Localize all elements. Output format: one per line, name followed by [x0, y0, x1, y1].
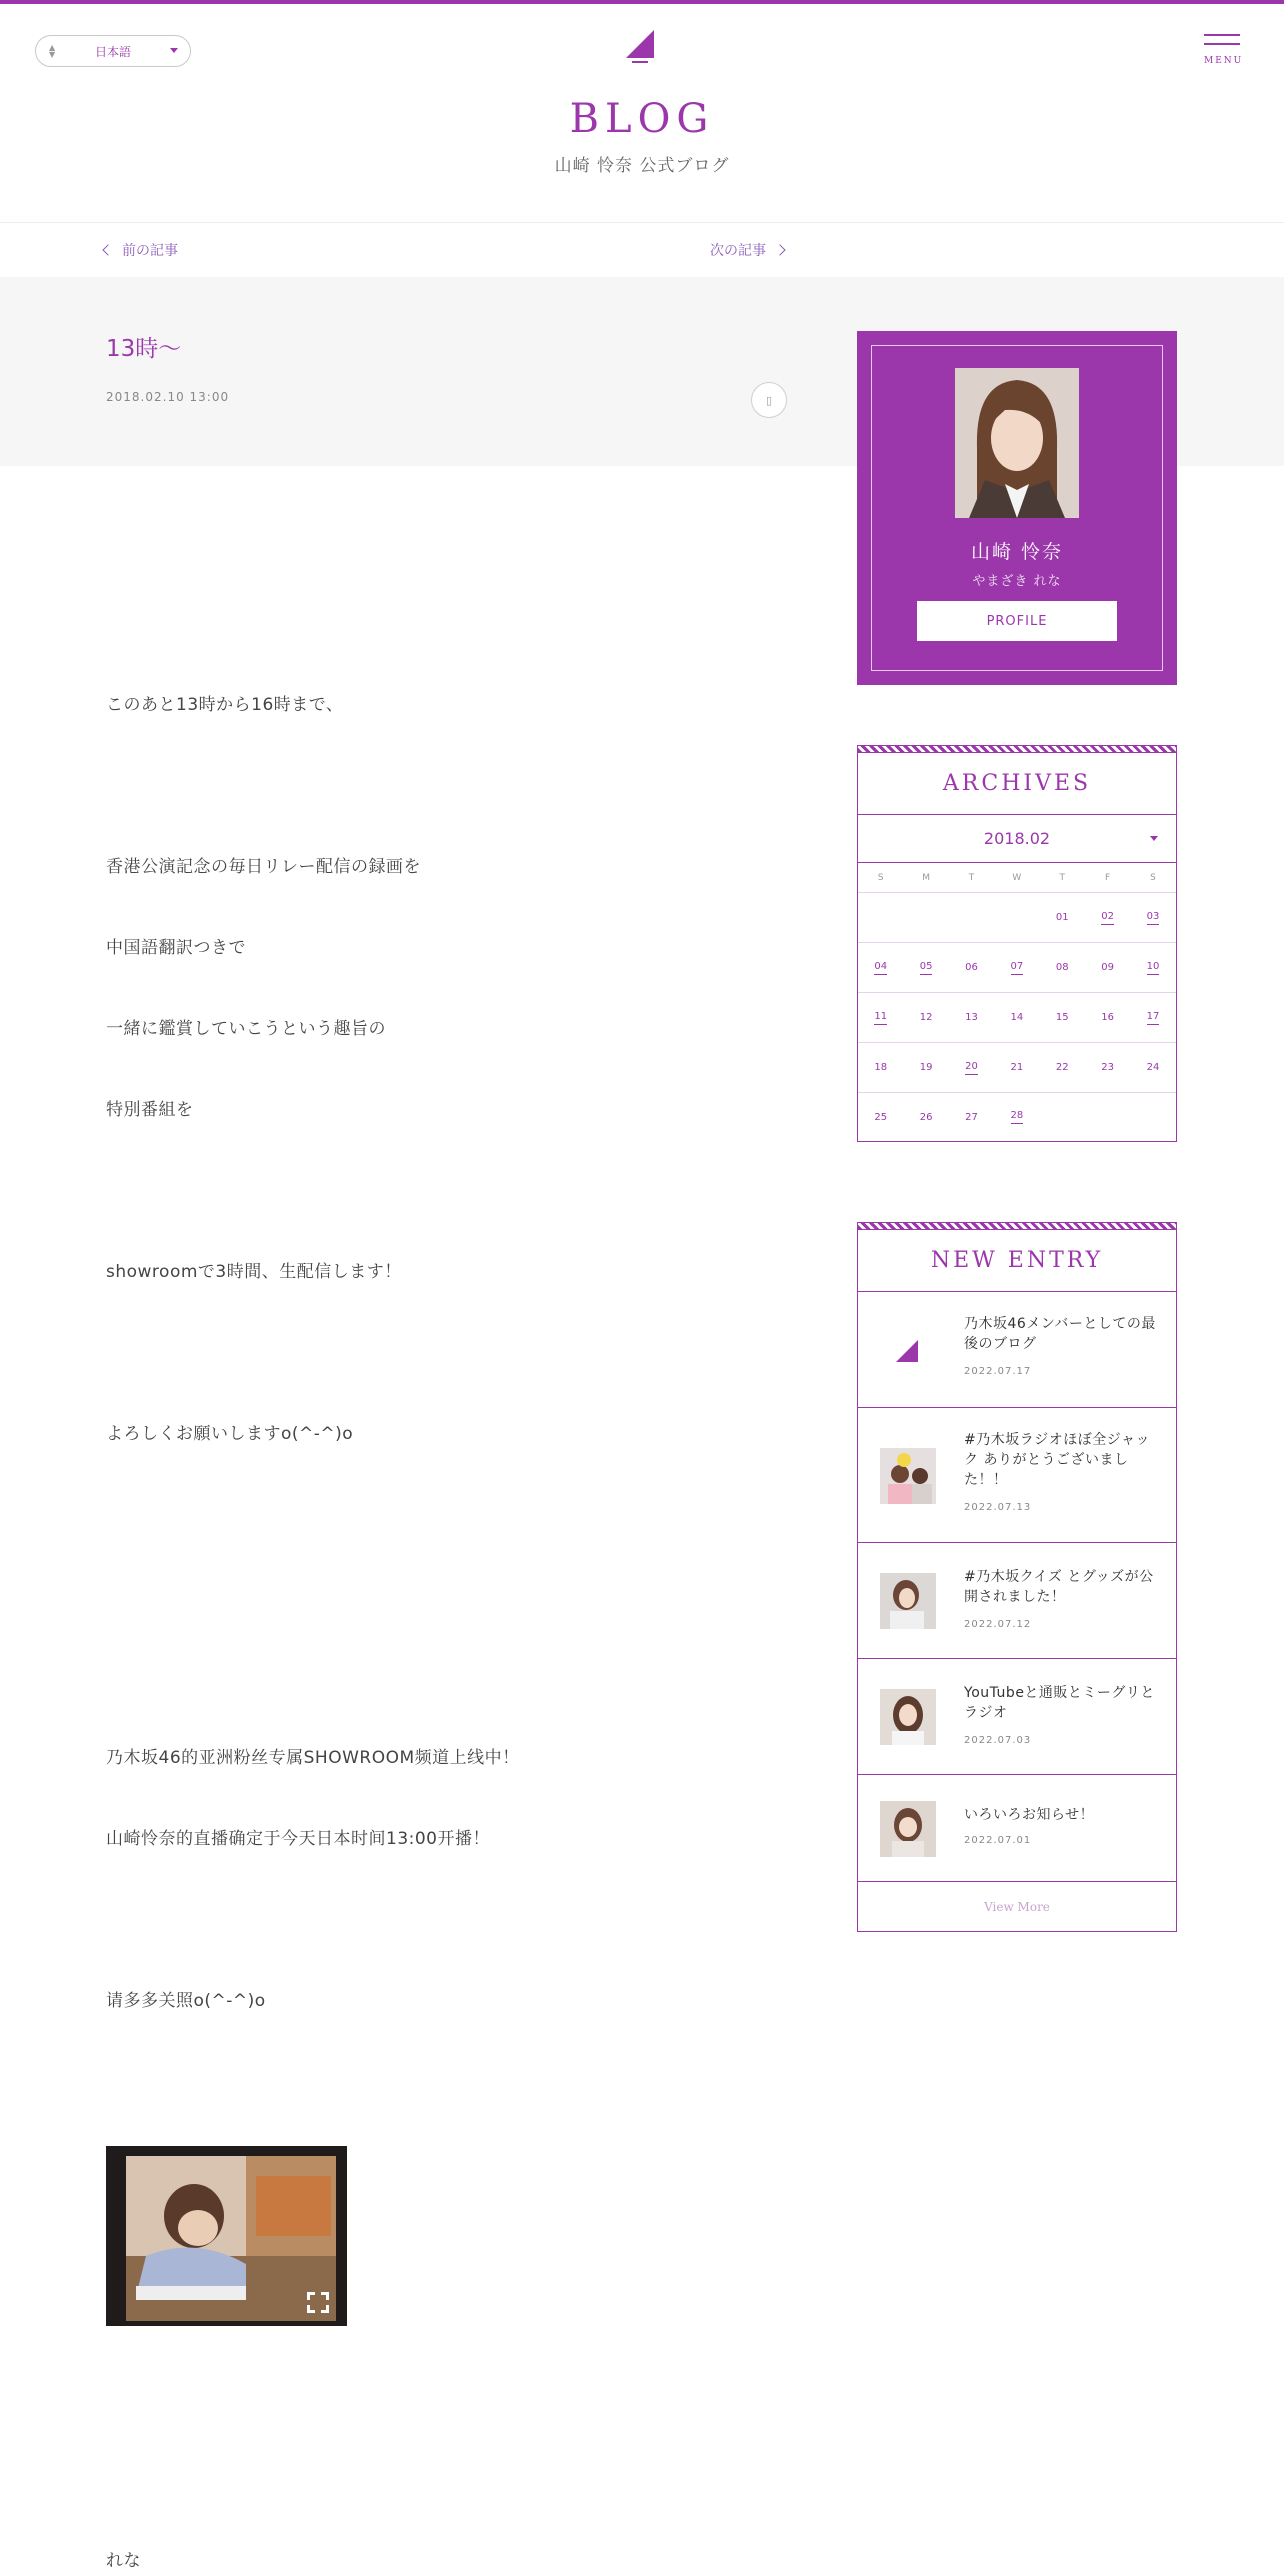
- page-title: BLOG: [569, 96, 715, 142]
- calendar-day-link[interactable]: 11: [858, 993, 903, 1042]
- calendar-day-link[interactable]: 28: [994, 1093, 1039, 1141]
- calendar-day: 13: [965, 1012, 978, 1023]
- calendar-day: 26: [919, 1111, 933, 1123]
- hamburger-line: [1204, 34, 1240, 36]
- calendar-day: 01: [1055, 912, 1069, 923]
- nogizaka-logo-icon: [880, 1322, 936, 1378]
- entry-date: 2022.07.01: [964, 1835, 1032, 1846]
- next-post-link[interactable]: [710, 240, 784, 260]
- nogizaka-logo-icon[interactable]: [622, 28, 658, 68]
- calendar-week: [858, 993, 1176, 1043]
- zigzag-border: [858, 1223, 1176, 1230]
- calendar-day-link[interactable]: 03: [1130, 893, 1175, 942]
- zigzag-border: [858, 746, 1176, 753]
- profile-card: [857, 331, 1177, 685]
- calendar-day: [994, 893, 1039, 942]
- calendar-day: [858, 893, 903, 942]
- calendar-day: [1040, 1093, 1085, 1141]
- entry-date: 2022.07.17: [964, 1366, 1032, 1377]
- calendar-day: 24: [1146, 1062, 1160, 1073]
- calendar-day: 27: [965, 1111, 978, 1123]
- weekday-label: S: [1150, 872, 1156, 883]
- entry-item[interactable]: [858, 1775, 1176, 1882]
- calendar-day: [903, 893, 948, 942]
- post-paragraph: 请多多关照o(^-^)o: [106, 1991, 266, 2011]
- calendar-day: 06: [965, 962, 978, 973]
- calendar-day-link[interactable]: 05: [903, 943, 948, 992]
- calendar-day-link[interactable]: 17: [1130, 993, 1175, 1042]
- post-paragraph: 香港公演記念の毎日リレー配信の録画を: [106, 857, 421, 877]
- sort-arrows-icon: ▲ ▼: [49, 43, 56, 59]
- entry-item[interactable]: [858, 1659, 1176, 1775]
- calendar-day: 19: [919, 1062, 933, 1073]
- share-icon: ▯: [765, 393, 773, 407]
- post-paragraph: よろしくお願いしますo(^-^)o: [106, 1424, 354, 1444]
- weekday-label: M: [922, 872, 930, 883]
- language-selector[interactable]: [35, 35, 191, 67]
- archives-heading: ARCHIVES: [858, 753, 1176, 815]
- prev-post-label: 前の記事: [122, 243, 178, 259]
- chevron-down-icon: [170, 48, 178, 53]
- post-paragraph: 乃木坂46的亚洲粉丝专属SHOWROOM频道上线中！: [106, 1748, 520, 1768]
- profile-name: 山崎 怜奈: [970, 541, 1064, 563]
- entry-thumbnail: [880, 1801, 936, 1857]
- entry-title: #乃木坂ラジオほぼ全ジャック ありがとうございました！！: [964, 1432, 1150, 1488]
- calendar-week: [858, 943, 1176, 993]
- calendar-day-link[interactable]: 07: [994, 943, 1039, 992]
- post-paragraph: 中国語翻訳つきで: [106, 938, 246, 958]
- weekday-label: T: [968, 872, 975, 883]
- post-paragraph: 一緒に鑑賞していこうという趣旨の: [106, 1019, 386, 1039]
- calendar-weekdays: [858, 863, 1176, 893]
- blog-photo[interactable]: [106, 2146, 347, 2326]
- archive-month-select[interactable]: [858, 815, 1176, 863]
- calendar-day: [949, 893, 994, 942]
- calendar-day: [1130, 1093, 1175, 1141]
- profile-button[interactable]: PROFILE: [917, 601, 1117, 641]
- blog-photo-image: [106, 2146, 347, 2326]
- prev-post-link[interactable]: [104, 240, 178, 260]
- entry-title: YouTubeと通販とミーグリとラジオ: [964, 1685, 1155, 1721]
- calendar-day: 18: [874, 1062, 888, 1073]
- calendar-day: 22: [1055, 1062, 1069, 1073]
- weekday-label: T: [1059, 872, 1065, 883]
- language-label: 日本語: [94, 44, 131, 59]
- entry-thumbnail: [880, 1573, 936, 1629]
- entry-item[interactable]: [858, 1408, 1176, 1543]
- entry-thumbnail: [880, 1448, 936, 1504]
- chevron-right-icon: [774, 244, 785, 255]
- calendar-day: 21: [1010, 1062, 1024, 1073]
- calendar-day: 15: [1055, 1012, 1069, 1023]
- post-paragraph: 山崎怜奈的直播确定于今天日本时间13:00开播！: [106, 1829, 490, 1849]
- entry-title: #乃木坂クイズ とグッズが公開されました！: [964, 1569, 1154, 1605]
- calendar-day: 16: [1101, 1012, 1115, 1023]
- post-date: 2018.02.10 13:00: [106, 390, 230, 404]
- entry-date: 2022.07.12: [964, 1619, 1032, 1630]
- calendar-day: 12: [919, 1012, 933, 1023]
- calendar-day: 09: [1101, 962, 1115, 973]
- entry-title: 乃木坂46メンバーとしての最後のブログ: [964, 1316, 1156, 1352]
- chevron-left-icon: [102, 244, 113, 255]
- weekday-label: F: [1105, 872, 1111, 883]
- entry-item[interactable]: [858, 1543, 1176, 1659]
- divider: [0, 222, 1284, 223]
- archive-month-label: 2018.02: [983, 829, 1051, 848]
- entry-item[interactable]: [858, 1292, 1176, 1408]
- share-button[interactable]: [751, 382, 787, 418]
- calendar-day: 08: [1055, 962, 1069, 973]
- post-signature: れな: [106, 2551, 141, 2568]
- view-more-link[interactable]: View More: [984, 1899, 1050, 1914]
- entry-thumbnail: [880, 1689, 936, 1745]
- new-entry-heading: NEW ENTRY: [858, 1230, 1176, 1292]
- calendar-day: 14: [1010, 1012, 1024, 1023]
- calendar-day-link[interactable]: 20: [949, 1043, 994, 1092]
- calendar-day-link[interactable]: 02: [1085, 893, 1130, 942]
- entry-title: いろいろお知らせ！: [964, 1807, 1095, 1823]
- top-accent-bar: [0, 0, 1284, 4]
- profile-kana: やまざき れな: [972, 574, 1062, 589]
- entry-date: 2022.07.13: [964, 1502, 1032, 1513]
- hamburger-line: [1204, 43, 1240, 45]
- chevron-down-icon: [1150, 836, 1158, 841]
- entry-date: 2022.07.03: [964, 1735, 1032, 1746]
- post-title: 13時～: [106, 336, 182, 362]
- post-paragraph: showroomで3時間、生配信します！: [106, 1262, 402, 1282]
- calendar-day: 23: [1101, 1062, 1115, 1073]
- weekday-label: W: [1012, 872, 1022, 883]
- calendar-day-link[interactable]: 04: [858, 943, 903, 992]
- profile-photo: [955, 368, 1079, 518]
- menu-label: MENU: [1204, 56, 1244, 66]
- calendar-week: [858, 1043, 1176, 1093]
- calendar-day-link[interactable]: 10: [1130, 943, 1175, 992]
- entry-thumbnail: [880, 1322, 936, 1378]
- new-entry-widget: [857, 1222, 1177, 1932]
- calendar-day: [1085, 1093, 1130, 1141]
- calendar-week: [858, 893, 1176, 943]
- page-subtitle: 山崎 怜奈 公式ブログ: [554, 156, 730, 176]
- post-paragraph: このあと13時から16時まで、: [106, 695, 344, 715]
- next-post-label: 次の記事: [710, 243, 766, 259]
- calendar-day: 25: [874, 1111, 888, 1123]
- post-paragraph: 特別番組を: [106, 1100, 194, 1120]
- weekday-label: S: [877, 872, 884, 883]
- archives-widget: [857, 745, 1177, 1142]
- menu-button[interactable]: [1204, 34, 1242, 68]
- calendar-week: [858, 1093, 1176, 1141]
